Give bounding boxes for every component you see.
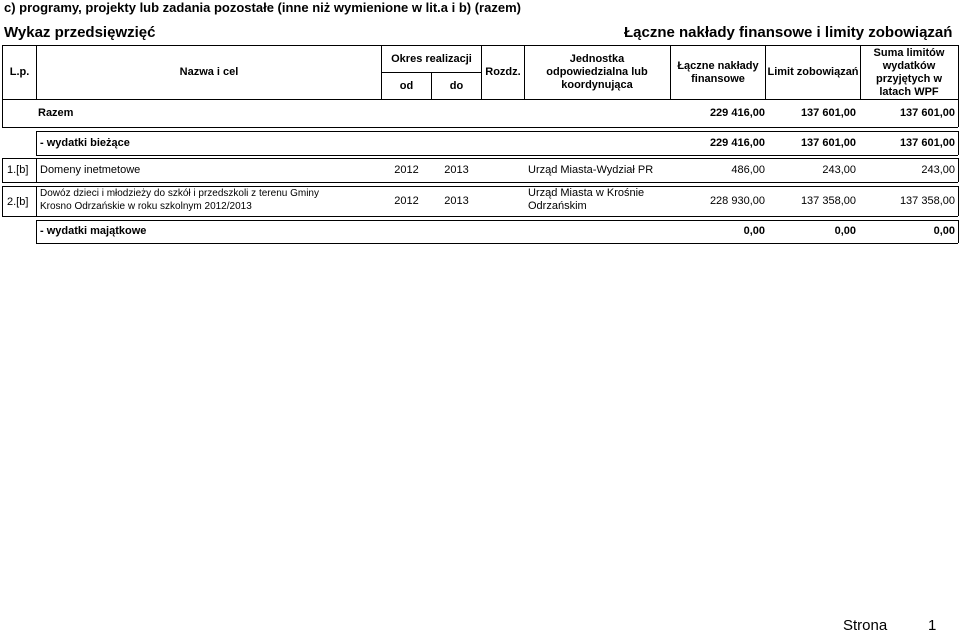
current-label: - wydatki bieżące bbox=[40, 137, 130, 149]
row-total: 228 930,00 bbox=[709, 195, 765, 207]
row-border bbox=[36, 220, 37, 243]
row-sum: 243,00 bbox=[921, 164, 955, 176]
page-label: Strona bbox=[843, 617, 888, 634]
summary-sum: 137 601,00 bbox=[899, 107, 955, 119]
row-lp: 2.[b] bbox=[7, 196, 29, 208]
row-name: Domeny inetmetowe bbox=[40, 164, 141, 176]
header-name: Nazwa i cel bbox=[179, 66, 239, 78]
row-border bbox=[36, 131, 958, 132]
section-title: c) programy, projekty lub zadania pozostałe (inne niż wymienione w lit.a i b) (razem) bbox=[4, 0, 521, 15]
row-border bbox=[2, 186, 3, 216]
header-sum: Suma limitów wydatków przyjętych w latach WPF bbox=[873, 46, 945, 98]
capital-sum: 0,00 bbox=[933, 225, 955, 237]
row-total: 486,00 bbox=[731, 164, 765, 176]
row-to: 2013 bbox=[444, 195, 469, 207]
row-name: Dowóz dzieci i młodzieży do szkół i przedszkoli z terenu Gminy Krosno Odrzańskie w roku szkolnym 2012/2013 bbox=[40, 188, 319, 212]
col-line bbox=[670, 45, 671, 99]
row-border bbox=[36, 131, 37, 155]
capital-total: 0,00 bbox=[743, 225, 765, 237]
row-limit: 243,00 bbox=[822, 164, 856, 176]
summary-label: Razem bbox=[38, 107, 74, 119]
row-border bbox=[2, 216, 958, 217]
header-limit: Limit zobowiązań bbox=[767, 66, 859, 78]
header-chapter: Rozdz. bbox=[485, 66, 521, 78]
summary-limit: 137 601,00 bbox=[800, 107, 856, 119]
summary-total: 229 416,00 bbox=[709, 107, 765, 119]
row-border bbox=[2, 127, 958, 128]
current-sum: 137 601,00 bbox=[899, 137, 955, 149]
header-total: Łączne nakłady finansowe bbox=[677, 59, 759, 85]
row-border bbox=[36, 155, 958, 156]
header-from: od bbox=[399, 79, 414, 92]
capital-label: - wydatki majątkowe bbox=[40, 225, 147, 237]
group-title: Łączne nakłady finansowe i limity zobowiązań bbox=[624, 24, 953, 41]
row-from: 2012 bbox=[394, 164, 419, 176]
header-unit: Jednostka odpowiedzialna lub koordynująca bbox=[546, 53, 648, 91]
row-border bbox=[2, 182, 958, 183]
row-border bbox=[2, 158, 958, 159]
row-unit: Urząd Miasta-Wydział PR bbox=[528, 164, 654, 176]
row-to: 2013 bbox=[444, 164, 469, 176]
row-lp: 1.[b] bbox=[7, 164, 29, 176]
col-line bbox=[524, 45, 525, 99]
current-total: 229 416,00 bbox=[709, 137, 765, 149]
page-number: 1 bbox=[928, 617, 937, 634]
row-sum: 137 358,00 bbox=[899, 195, 955, 207]
row-border bbox=[36, 186, 37, 216]
row-border bbox=[36, 220, 958, 221]
row-from: 2012 bbox=[394, 195, 419, 207]
row-unit: Urząd Miasta w Krośnie Odrzańskim bbox=[528, 187, 645, 212]
row-border bbox=[2, 99, 3, 127]
row-limit: 137 358,00 bbox=[800, 195, 856, 207]
row-border bbox=[36, 243, 958, 244]
list-title: Wykaz przedsięwzięć bbox=[4, 24, 156, 41]
header-period: Okres realizacji bbox=[391, 52, 472, 65]
row-border bbox=[2, 158, 3, 182]
capital-limit: 0,00 bbox=[834, 225, 856, 237]
header-bottom-border bbox=[2, 99, 958, 100]
header-lp: L.p. bbox=[9, 66, 30, 78]
header-to: do bbox=[449, 79, 464, 92]
current-limit: 137 601,00 bbox=[800, 137, 856, 149]
row-border bbox=[36, 158, 37, 182]
col-line bbox=[860, 45, 861, 99]
